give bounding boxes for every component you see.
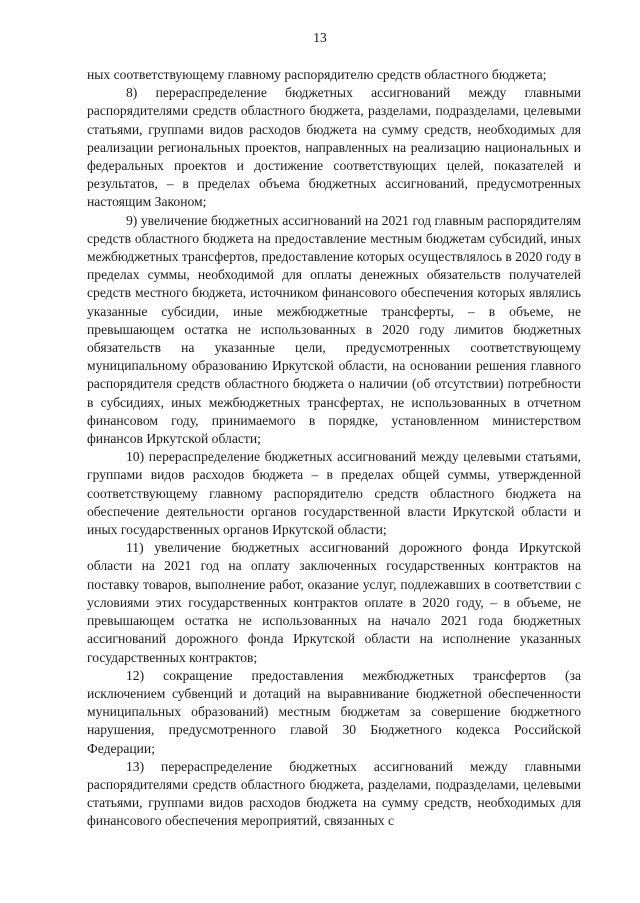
paragraph-continuation: ных соответствующему главному распорядителю средств областного бюджета;: [87, 67, 547, 82]
paragraph-item-12: 12) сокращение предоставления межбюджетных трансфертов (за исключением субвенций и дотаций на выравнивание бюджетной обеспеченности муниципальных образований) местным бюджетам за совершение бюджетного нарушения, предусмотренного главой 30 Бюджетного кодекса Российской Федерации;: [87, 667, 581, 756]
paragraph-item-10: 10) перераспределение бюджетных ассигнований между целевыми статьями, группами видов расходов бюджета – в пределах общей суммы, утвержденной соответствующему главному распорядителю средств областного бюджета на обеспечение деятельности органов государственной власти Иркутской области и иных государственных органов Иркутской области;: [87, 449, 581, 538]
page-number: 13: [313, 30, 327, 45]
paragraph-item-9: 9) увеличение бюджетных ассигнований на 2021 год главным распорядителям средств областного бюджета на предоставление местным бюджетам субсидий, иных межбюджетных трансфертов, предоставление которых осуществлялось в 2020 году в пределах суммы, необходимой для оплаты денежных обязательств получателей средств местного бюджета, источником финансового обеспечения которых являлись указанные субсидии, иные межбюджетные трансферты, – в объеме, не превышающем остатка не использованных в 2020 году лимитов бюджетных обязательств на указанные цели, предусмотренных соответствующему муниципальному образованию Иркутской области, на основании решения главного распорядителя средств областного бюджета о наличии (об отсутствии) потребности в субсидиях, иных межбюджетных трансфертах, не использованных в отчетном финансовом году, принимаемого в порядке, установленном министерством финансов Иркутской области;: [87, 212, 581, 447]
paragraph-item-11: 11) увеличение бюджетных ассигнований дорожного фонда Иркутской области на 2021 год на оплату заключенных государственных контрактов на поставку товаров, выполнение работ, оказание услуг, подлежавших в соответствии с условиями этих государственных контрактов оплате в 2020 году, – в объеме, не превышающем остатка не использованных на начало 2021 года бюджетных ассигнований дорожного фонда Иркутской области на исполнение указанных государственных контрактов;: [87, 540, 581, 665]
paragraph-item-8: 8) перераспределение бюджетных ассигнований между главными распорядителями средств областного бюджета, разделами, подразделами, целевыми статьями, группами видов расходов бюджета на сумму средств, необходимых для реализации региональных проектов, направленных на реализацию национальных и федеральных проектов и достижение соответствующих целей, показателей и результатов, – в пределах объема бюджетных ассигнований, предусмотренных настоящим Законом;: [87, 85, 581, 210]
paragraph-item-13: 13) перераспределение бюджетных ассигнований между главными распорядителями средств областного бюджета, разделами, подразделами, целевыми статьями, группами видов расходов бюджета на сумму средств, необходимых для финансового обеспечения мероприятий, связанных с: [87, 758, 581, 829]
document-body: [87, 66, 581, 831]
